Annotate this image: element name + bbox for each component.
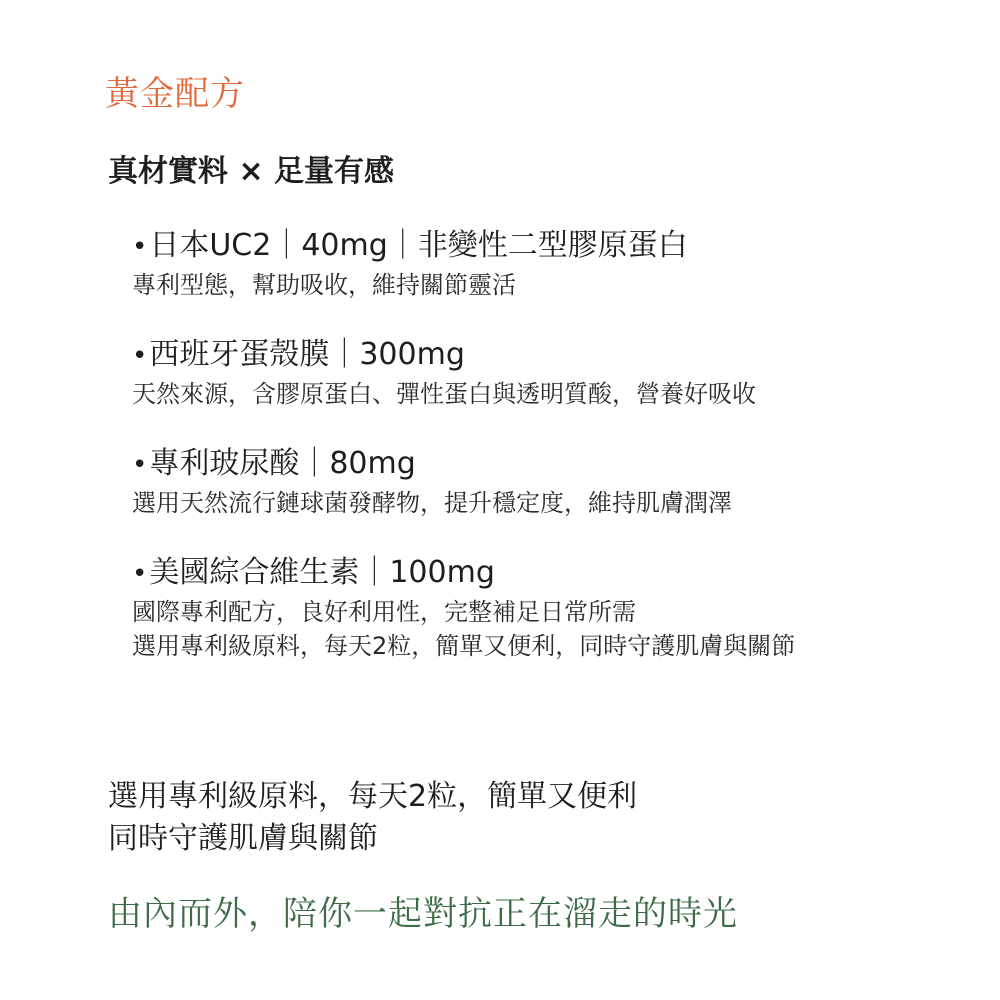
section-subheading: 真材實料 × 足量有感 — [108, 154, 395, 189]
ingredient-description: 選用天然流行鏈球菌發酵物，提升穩定度，維持肌膚潤澤 — [132, 489, 732, 517]
summary-line: 同時守護肌膚與關節 — [108, 821, 378, 856]
bullet-icon: • — [132, 341, 148, 371]
ingredient-item — [132, 444, 982, 519]
ingredient-description: 國際專利配方，良好利用性，完整補足日常所需 — [132, 598, 636, 626]
ingredient-description: 選用專利級原料，每天2粒，簡單又便利，同時守護肌膚與關節 — [132, 632, 796, 660]
ingredient-title — [132, 444, 982, 485]
bullet-icon: • — [132, 232, 148, 262]
ingredient-title — [132, 553, 982, 594]
tagline: 由內而外，陪你一起對抗正在溜走的時光 — [108, 894, 738, 934]
ingredient-description: 專利型態，幫助吸收，維持關節靈活 — [132, 271, 516, 299]
ingredient-title-text: 專利玻尿酸｜80mg — [149, 446, 416, 481]
section-heading: 黃金配方 — [105, 74, 245, 114]
ingredient-item — [132, 335, 982, 410]
ingredient-title — [132, 335, 982, 376]
bullet-icon: • — [132, 450, 148, 480]
ingredient-item — [132, 553, 982, 662]
ingredient-title-text: 西班牙蛋殼膜｜300mg — [149, 337, 465, 372]
ingredient-title-text: 美國綜合維生素｜100mg — [149, 555, 495, 590]
ingredient-description: 天然來源，含膠原蛋白、彈性蛋白與透明質酸，營養好吸收 — [132, 380, 756, 408]
ingredient-list — [132, 226, 982, 696]
summary-line: 選用專利級原料，每天2粒，簡單又便利 — [108, 779, 638, 814]
bullet-icon: • — [132, 559, 148, 589]
ingredient-item — [132, 226, 982, 301]
ingredient-title — [132, 226, 982, 267]
ingredient-title-text: 日本UC2｜40mg｜非變性二型膠原蛋白 — [149, 228, 688, 263]
summary-block — [108, 776, 637, 860]
